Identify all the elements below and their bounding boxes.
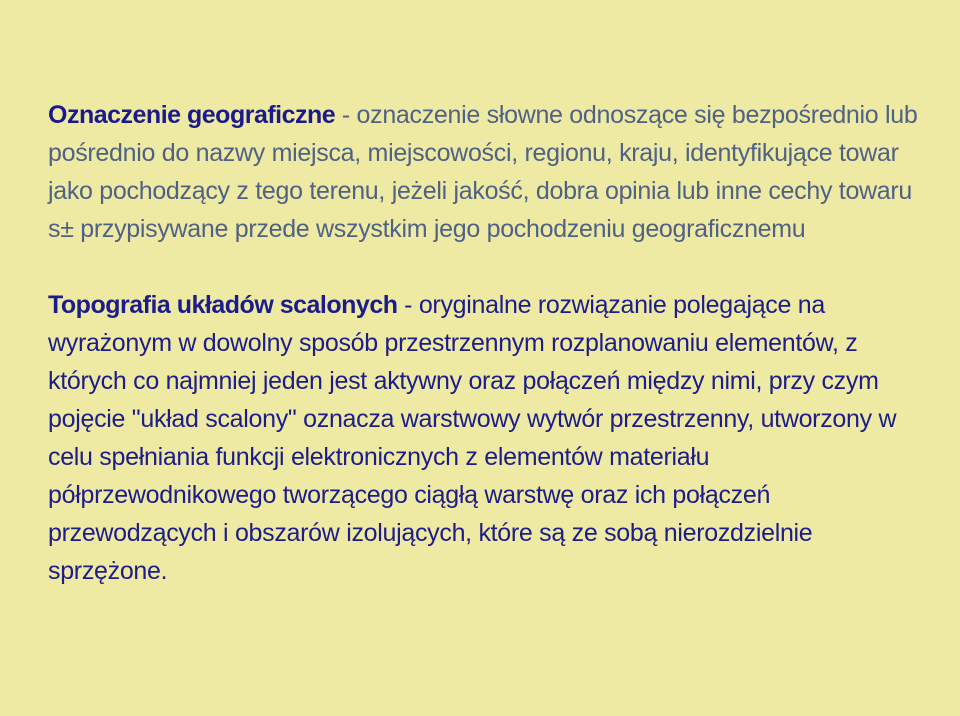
definition-ic-topography — [48, 286, 938, 590]
definition-geographical-indication — [48, 96, 938, 248]
term-ic-topography: Topografia układów scalonych — [48, 291, 398, 319]
slide-content — [48, 96, 938, 590]
term-geographical-indication: Oznaczenie geograficzne — [48, 101, 336, 129]
definition-text-geographical-indication: - oznaczenie słowne odnoszące się bezpośrednio lub pośrednio do nazwy miejsca, miejscowości, regionu, kraju, identyfikujące towar jako pochodzący z tego terenu, jeżeli jakość, dobra opinia lub inne cechy towaru s± przypisywane przede wszystkim jego pochodzeniu geograficznemu — [48, 101, 918, 243]
definition-text-ic-topography: - oryginalne rozwiązanie polegające na wyrażonym w dowolny sposób przestrzennym rozplanowaniu elementów, z których co najmniej jeden jest aktywny oraz połączeń między nimi, przy czym pojęcie "układ scalony" oznacza warstwowy wytwór przestrzenny, utworzony w celu spełniania funkcji elektronicznych z elementów materiału półprzewodnikowego tworzącego ciągłą warstwę oraz ich połączeń przewodzących i obszarów izolujących, które są ze sobą nierozdzielnie sprzężone. — [48, 291, 897, 585]
